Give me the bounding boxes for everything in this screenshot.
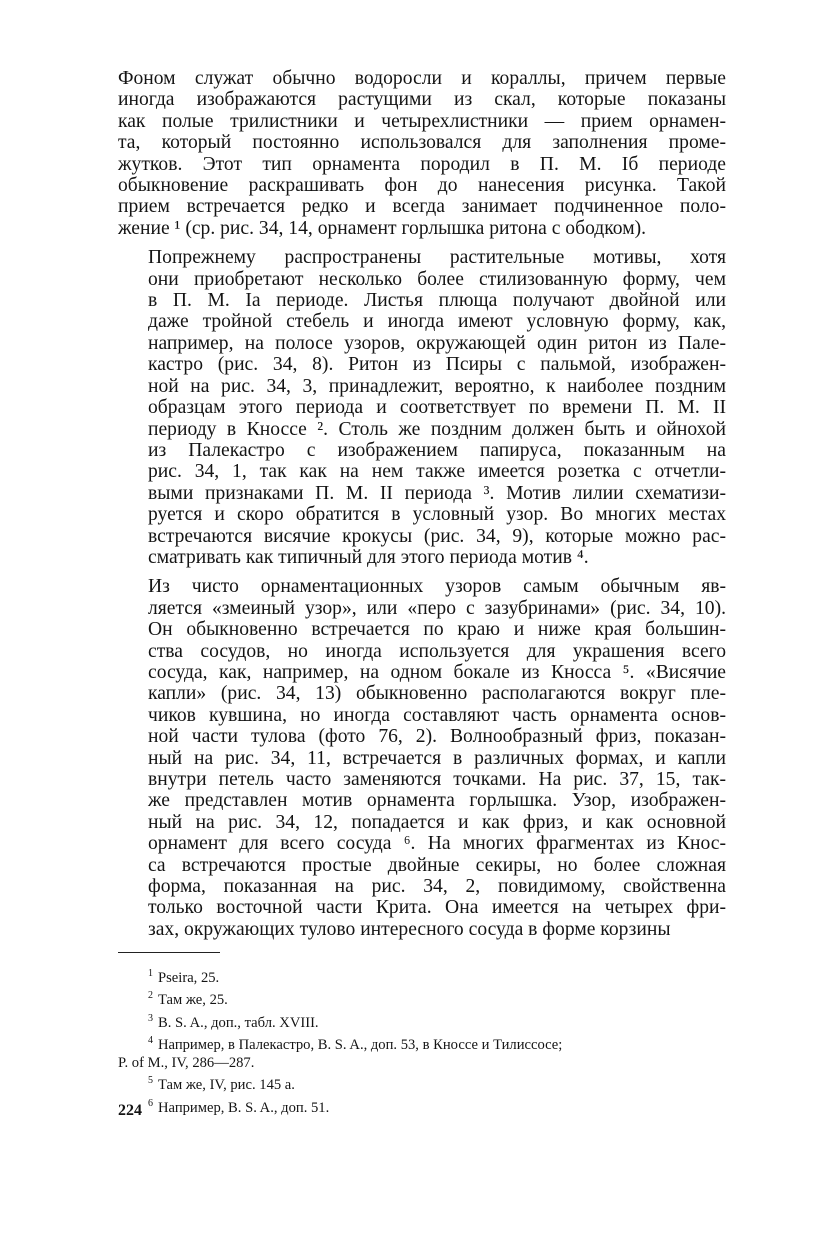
- text-line: иногда изображаются растущими из скал, которые показаны: [118, 89, 726, 111]
- text-line: руется и скоро обратится в условный узор. Во многих местах: [148, 504, 726, 526]
- text-line: выми признаками П. М. II периода ³. Мотив лилии схематизи-: [148, 482, 726, 504]
- text-line: например, на полосе узоров, окружающей один ритон из Пале-: [148, 332, 726, 354]
- footnote-number: 2: [148, 990, 153, 1002]
- text-line: орнамент для всего сосуда ⁶. На многих фрагментах из Кнос-: [148, 833, 726, 855]
- footnote: [118, 1055, 726, 1073]
- text-line: даже тройной стебель и иногда имеют условную форму, как,: [148, 311, 726, 333]
- text-line: только восточной части Крита. Она имеется на четырех фри-: [148, 897, 726, 919]
- text-line: обыкновение раскрашивать фон до нанесения рисунка. Такой: [118, 175, 726, 197]
- text-line: Из чисто орнаментационных узоров самым обычным яв-: [148, 576, 726, 598]
- text-line: капли» (рис. 34, 13) обыкновенно располагаются вокруг пле-: [148, 683, 726, 705]
- page-number: 224: [118, 1102, 142, 1119]
- text-line: ства сосудов, но иногда используется для украшения всего: [148, 640, 726, 662]
- text-line: жение ¹ (ср. рис. 34, 14, орнамент горлышка ритона с ободком).: [118, 217, 647, 239]
- text-line: внутри петель часто заменяются точками. На рис. 37, 15, так-: [148, 769, 726, 790]
- text-line: в П. М. Iа периоде. Листья плюща получают двойной или: [148, 290, 726, 312]
- footnote-text: P. of M., IV, 286—287.: [118, 1054, 255, 1071]
- text-line: Попрежнему распространены растительные мотивы, хотя: [148, 247, 726, 269]
- footnote-text: Pseira, 25.: [158, 969, 220, 986]
- paragraph: [118, 247, 726, 568]
- text-line: из Палекастро с изображением папируса, показанным на: [148, 439, 726, 461]
- footnote-text: Например, B. S. A., доп. 51.: [158, 1099, 330, 1116]
- footnote: [118, 1010, 726, 1032]
- main-text: [118, 68, 726, 940]
- text-line: как полые трилистники и четырехлистники — прием орнамен-: [118, 110, 726, 132]
- footnote-number: 5: [148, 1075, 153, 1087]
- text-line: чиков кувшина, но иногда составляют часть орнамента основ-: [148, 704, 726, 726]
- paragraph: [118, 68, 726, 239]
- text-line: прием встречается редко и всегда занимает подчиненное поло-: [118, 196, 726, 218]
- text-line: кастро (рис. 34, 8). Ритон из Псиры с пальмой, изображен-: [148, 354, 726, 376]
- text-line: ной части тулова (фото 76, 2). Волнообразный фриз, показан-: [148, 726, 726, 748]
- text-line: ный на рис. 34, 11, встречается в различных формах, и капли: [148, 747, 726, 769]
- footnote: [118, 1032, 726, 1054]
- footnote-number: 4: [148, 1035, 153, 1047]
- text-line: са встречаются простые двойные секиры, но более сложная: [148, 854, 726, 876]
- footnote-number: 3: [148, 1012, 153, 1024]
- text-line: встречаются висячие крокусы (рис. 34, 9), которые можно рас-: [148, 525, 726, 547]
- footnote-number: 6: [148, 1097, 153, 1109]
- footnote: [118, 1072, 726, 1094]
- text-line: образцам этого периода и соответствует по времени П. М. II: [148, 397, 726, 419]
- text-line: же представлен мотив орнамента горлышка. Узор, изображен-: [148, 790, 726, 812]
- paragraph: [118, 576, 726, 940]
- text-line: Фоном служат обычно водоросли и кораллы, причем первые: [118, 68, 726, 89]
- text-line: зах, окружающих тулово интересного сосуда в форме корзины: [148, 918, 671, 940]
- text-line: жутков. Этот тип орнамента породил в П. М. Iб периоде: [118, 153, 726, 175]
- footnotes: [118, 965, 726, 1117]
- text-line: периоду в Кноссе ². Столь же поздним должен быть и ойнохой: [148, 418, 726, 440]
- text-line: сосуда, как, например, на одном бокале из Кносса ⁵. «Висячие: [148, 661, 726, 683]
- text-line: рис. 34, 1, так как на нем также имеется розетка с отчетли-: [148, 461, 726, 483]
- footnote-text: Например, в Палекастро, B. S. A., доп. 53, в Кноссе и Тилиссосе;: [158, 1037, 563, 1054]
- text-line: та, который постоянно использовался для заполнения проме-: [118, 132, 726, 154]
- footnote-text: Там же, 25.: [158, 992, 228, 1009]
- text-line: форма, показанная на рис. 34, 2, повидимому, свойственна: [148, 876, 726, 898]
- text-line: сматривать как типичный для этого периода мотив ⁴.: [148, 546, 589, 568]
- footnote-text: B. S. A., доп., табл. XVIII.: [158, 1014, 319, 1031]
- text-line: они приобретают несколько более стилизованную форму, чем: [148, 268, 726, 290]
- footnote-separator: [118, 952, 220, 953]
- footnote: [118, 1095, 726, 1117]
- text-line: ляется «змеиный узор», или «перо с зазубринами» (рис. 34, 10).: [148, 597, 726, 619]
- footnote: [118, 965, 726, 987]
- footnote-text: Там же, IV, рис. 145 a.: [158, 1077, 295, 1094]
- text-line: ный на рис. 34, 12, попадается и как фриз, и как основной: [148, 811, 726, 833]
- text-line: ной на рис. 34, 3, принадлежит, вероятно, к наиболее поздним: [148, 375, 726, 397]
- footnote-number: 1: [148, 968, 153, 979]
- text-line: Он обыкновенно встречается по краю и ниже края большин-: [148, 619, 726, 641]
- footnote: [118, 987, 726, 1009]
